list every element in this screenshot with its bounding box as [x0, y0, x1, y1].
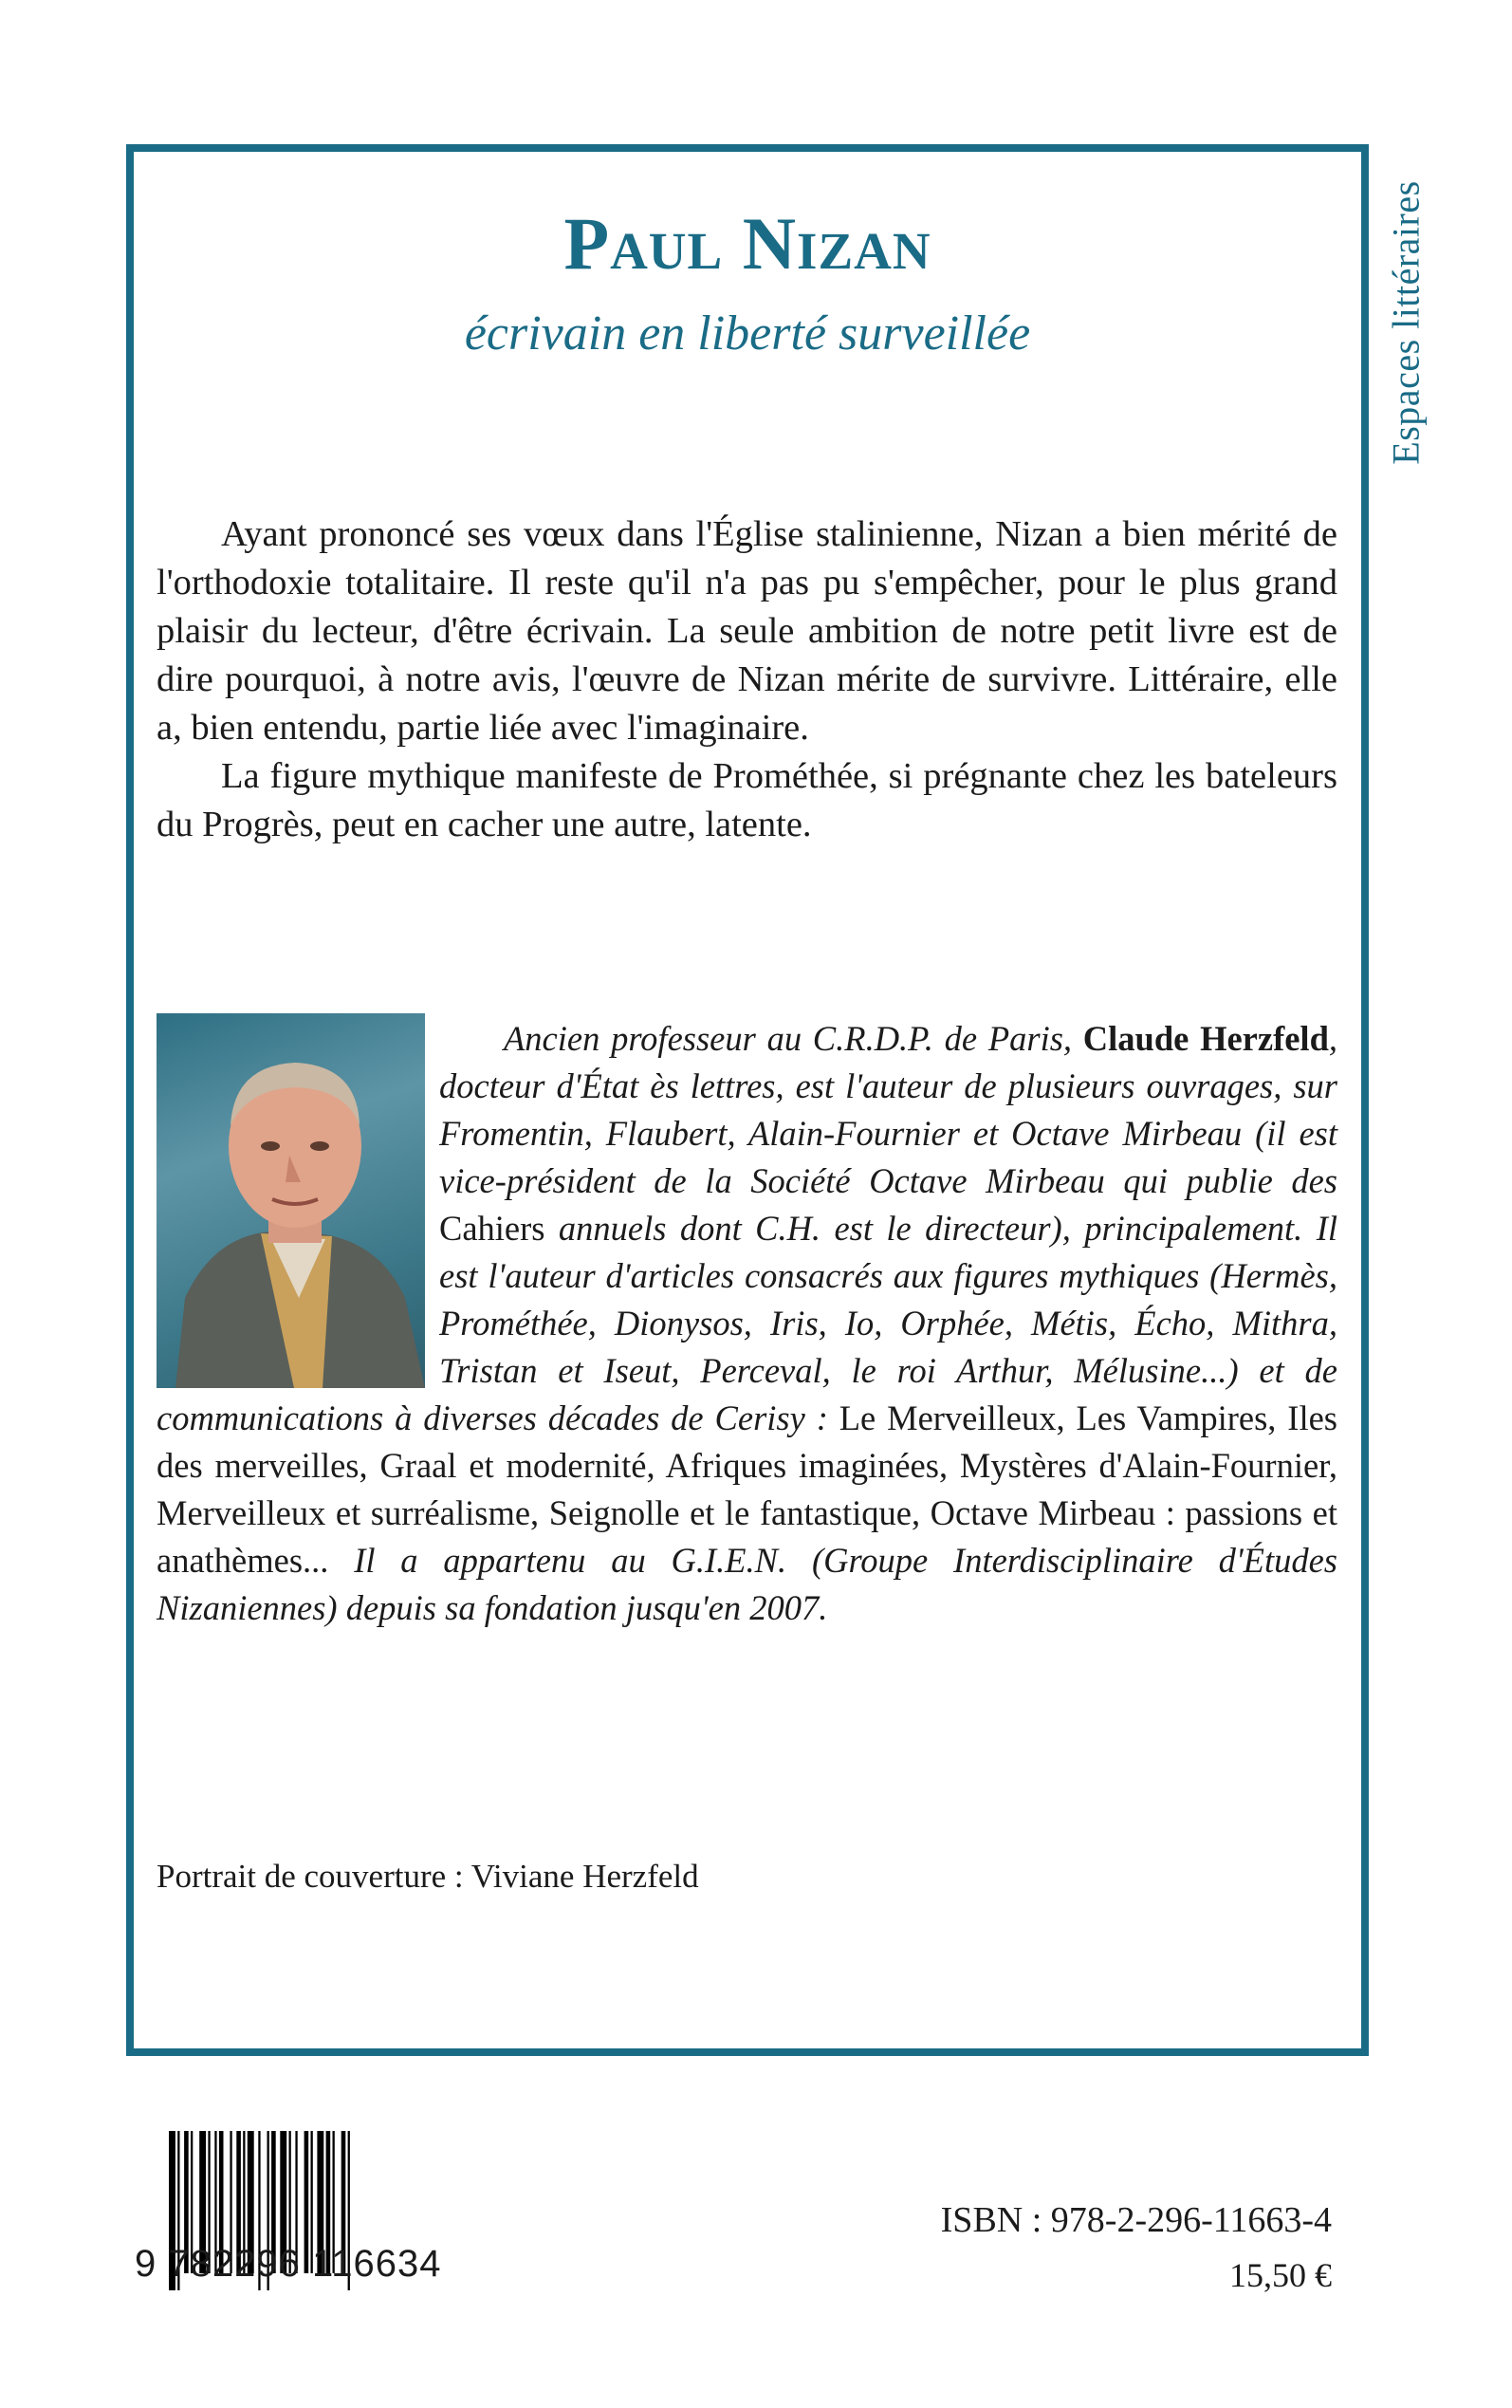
- book-title: Paul Nizan: [563, 202, 931, 285]
- author-name: Claude Herzfeld: [1082, 1019, 1329, 1058]
- bio-segment: , docteur d'État ès lettres, est l'auteur de plusieurs ouvrages, sur Fromentin, Flaubert, Alain-Fournier et Octave Mirbeau (il est vice-président de la Société Octave Mirbeau qui publie des: [439, 1019, 1337, 1200]
- series-label: [1371, 152, 1441, 493]
- bio-segment: Ancien professeur au C.R.D.P. de Paris,: [504, 1019, 1083, 1058]
- barcode-number: 9 782296 116634: [135, 2243, 442, 2285]
- bio-segment: Il a appartenu au G.I.E.N. (Groupe Interdisciplinaire d'Études Nizaniennes) depuis sa fondation jusqu'en 2007.: [157, 1541, 1337, 1627]
- series-name: Espaces littéraires: [1384, 180, 1428, 465]
- author-bio: [157, 1015, 1337, 1632]
- isbn: ISBN : 978-2-296-11663-4: [940, 2200, 1332, 2240]
- blurb: [157, 510, 1337, 849]
- blurb-paragraph-1: Ayant prononcé ses vœux dans l'Église stalinienne, Nizan a bien mérité de l'orthodoxie totalitaire. Il reste qu'il n'a pas pu s'empêcher, pour le plus grand plaisir du lecteur, d'être écrivain. La seule ambition de notre petit livre est de dire pourquoi, à notre avis, l'œuvre de Nizan mérite de survivre. Littéraire, elle a, bien entendu, partie liée avec l'imaginaire.: [157, 514, 1337, 748]
- bio-segment: annuels dont C.H. est le directeur), principalement. Il est l'auteur d'articles consacrés aux figures mythiques (Hermès, Prométhée, Dionysos, Iris, Io, Orphée, Métis, Écho, Mithra, Tristan et Iseut, Perceval, le roi Arthur, Mélusine...) et de communications à diverses décades de Cerisy :: [157, 1209, 1337, 1437]
- photo-credit: Portrait de couverture : Viviane Herzfeld: [157, 1858, 699, 1895]
- bio-segment: Cahiers: [439, 1209, 545, 1248]
- book-subtitle: écrivain en liberté surveillée: [464, 306, 1031, 361]
- bio-segment: Le Merveilleux, Les Vampires, Iles des merveilles, Graal et modernité, Afriques imaginées, Mystères d'Alain-Fournier, Merveilleux et surréalisme, Seignolle et le fantastique, Octave Mirbeau : passions et anathèmes...: [157, 1398, 1337, 1580]
- blurb-paragraph-2: La figure mythique manifeste de Prométhée, si prégnante chez les bateleurs du Progrès, peut en cacher une autre, latente.: [157, 756, 1337, 844]
- price: 15,50 €: [1229, 2256, 1332, 2294]
